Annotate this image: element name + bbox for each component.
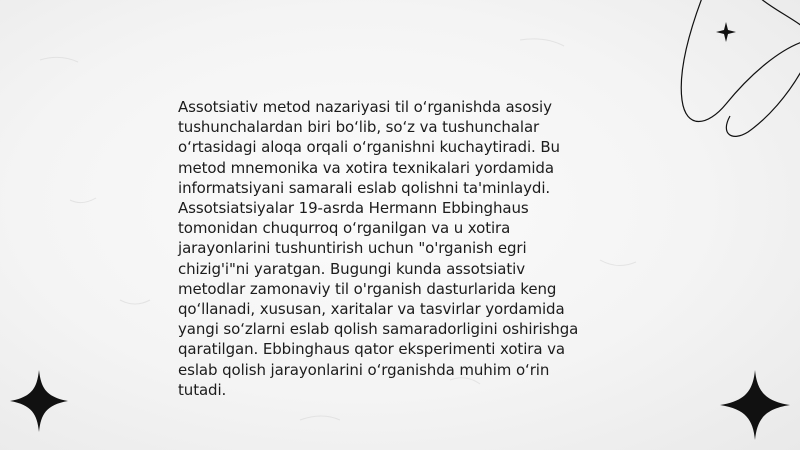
orbit-sparkle-icon [660,0,800,150]
four-point-star-icon [10,370,68,432]
four-point-star-icon [720,370,790,440]
body-paragraph: Assotsiativ metod nazariyasi til o‘rganishda asosiy tushunchalardan biri bo‘lib, so‘z va tushunchalar o‘rtasidagi aloqa orqali o‘rganishni kuchaytiradi. Bu metod mnemonika va xotira texnikalari yordamida informatsiyani samarali eslab qolishni ta'minlaydi. Assotsiatsiyalar 19-asrda Hermann Ebbinghaus tomonidan chuqurroq o‘rganilgan va u xotira jarayonlarini tushuntirish uchun "o'rganish egri chizig'i"ni yaratgan. Bugungi kunda assotsiativ metodlar zamonaviy til o'rganish dasturlarida keng qo‘llanadi, xususan, xaritalar va tasvirlar yordamida yangi so‘zlarni eslab qolish samaradorligini oshirishga qaratilgan. Ebbinghaus qator eksperimenti xotira va eslab qolish jarayonlarini o‘rganishda muhim o‘rin tutadi. [178,98,579,399]
